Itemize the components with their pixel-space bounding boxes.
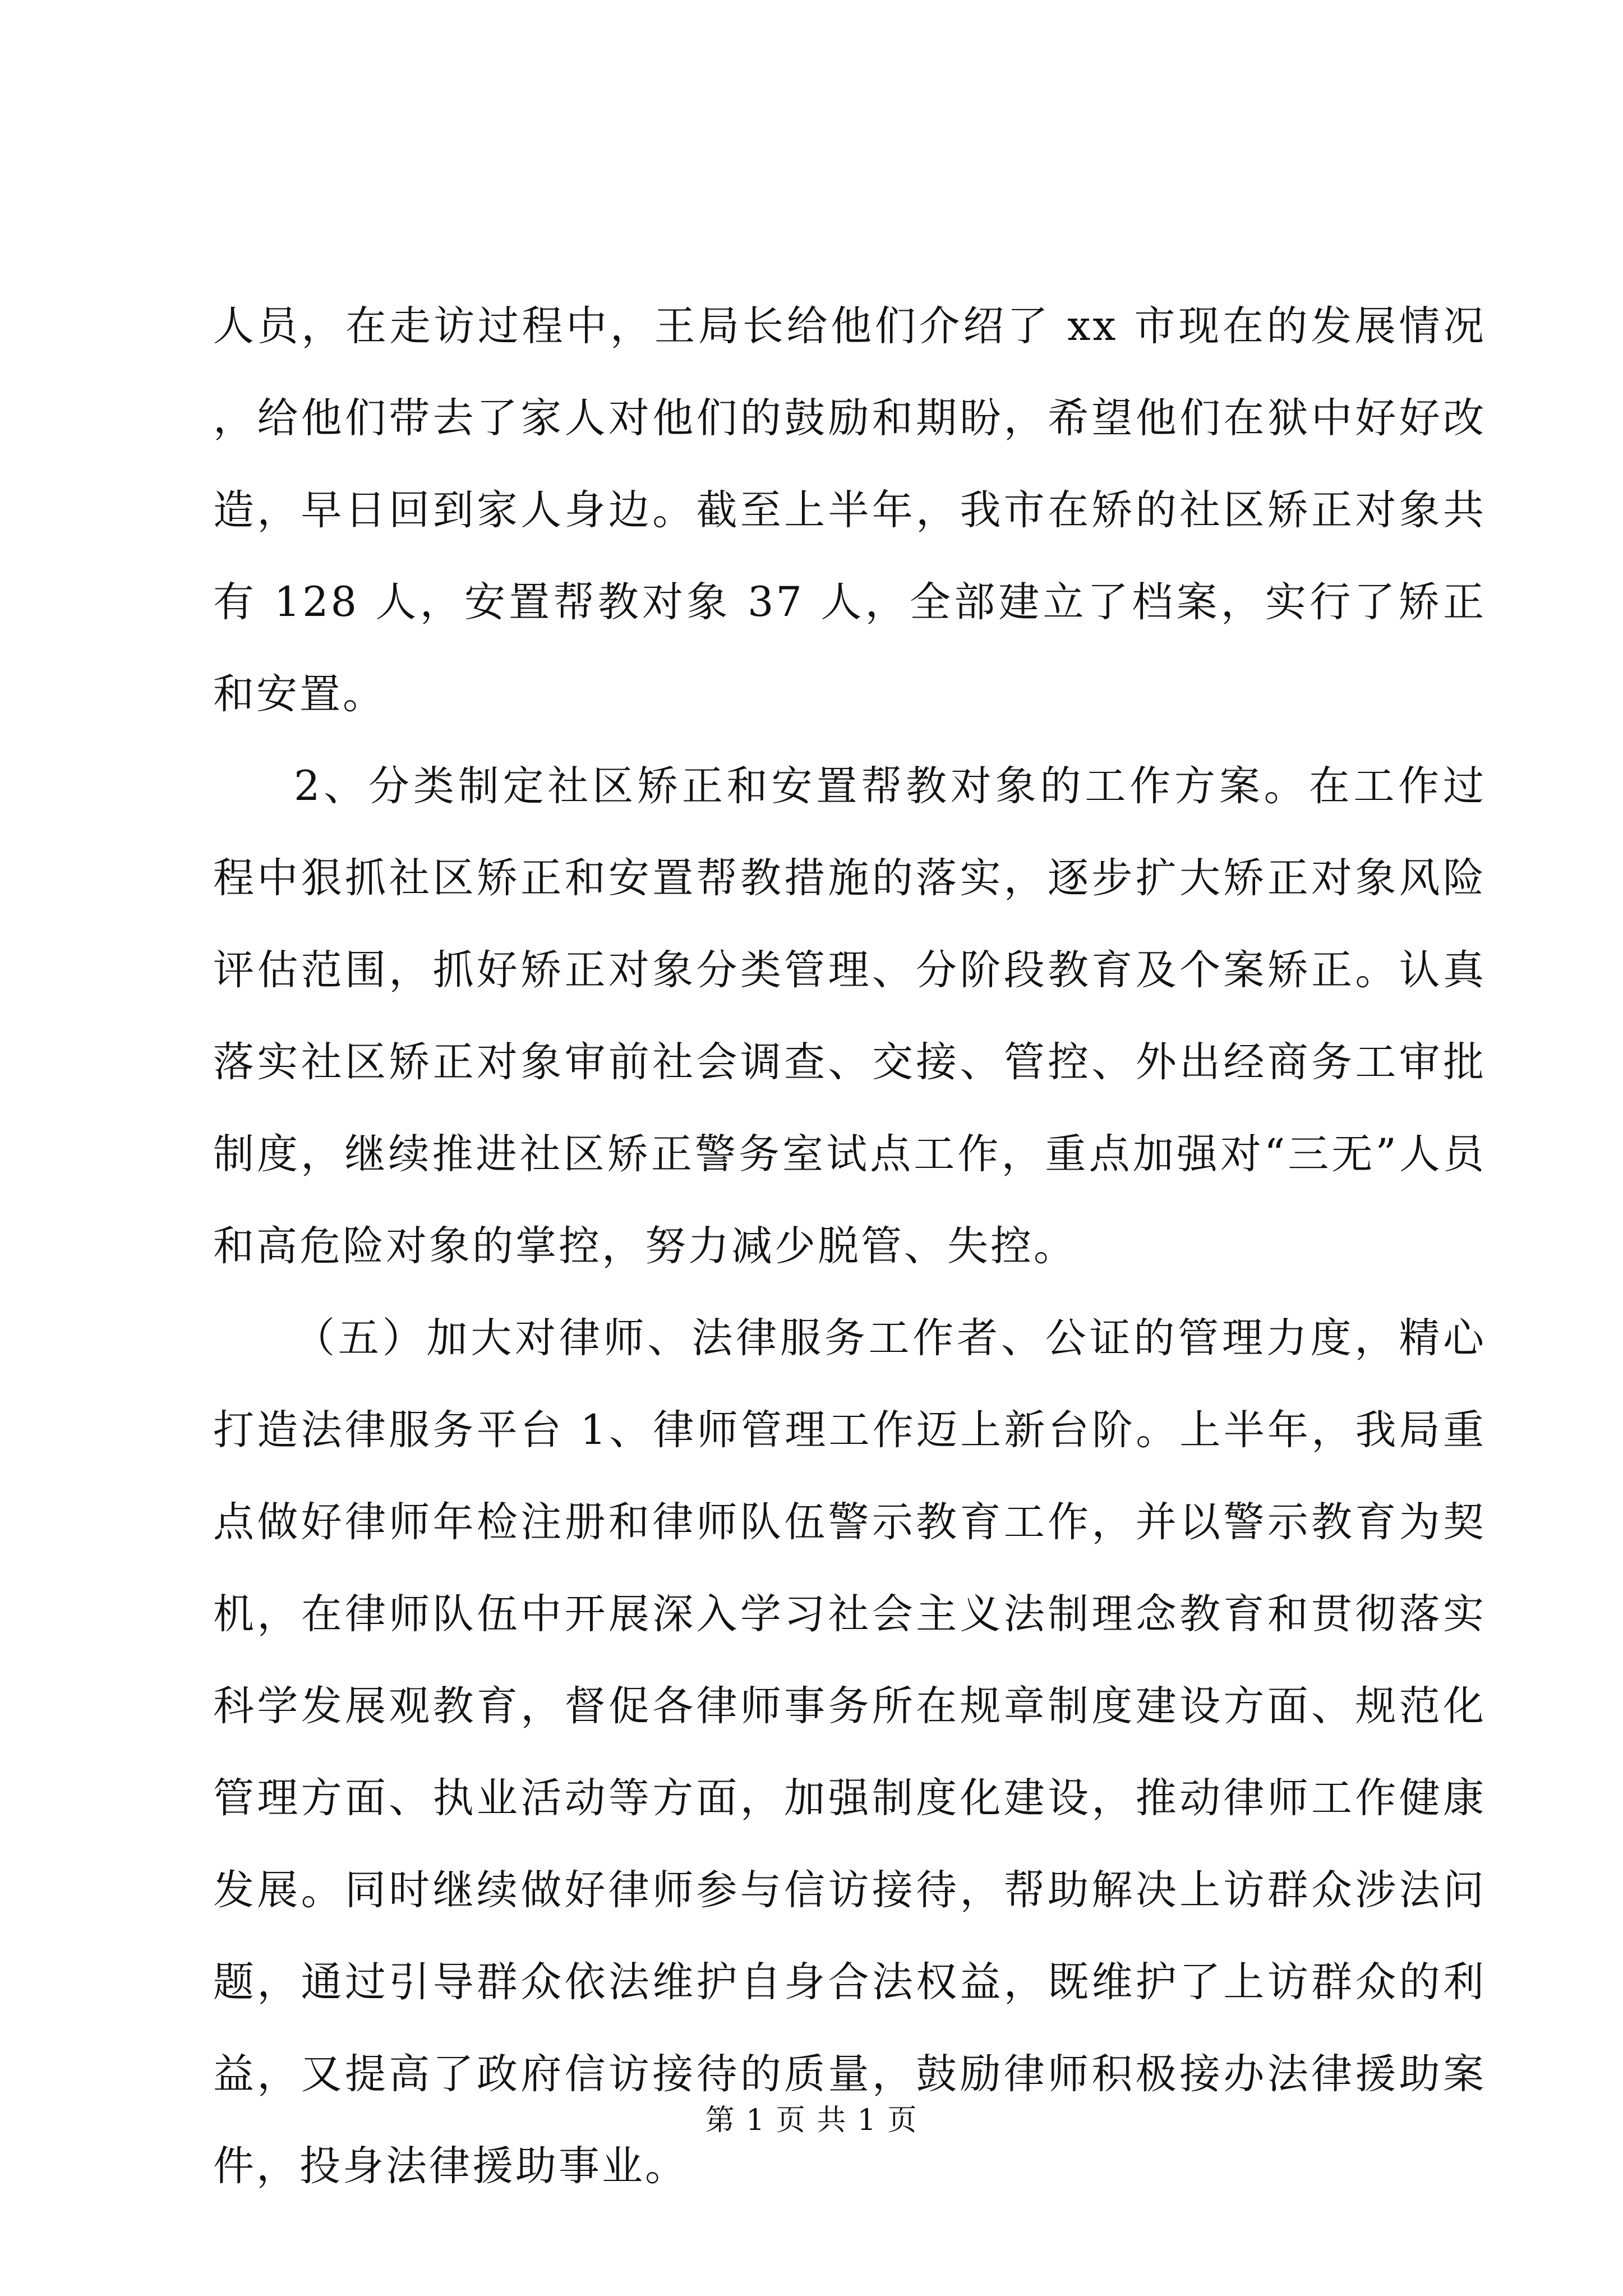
paragraph-item-2: 2、分类制定社区矫正和安置帮教对象的工作方案。在工作过程中狠抓社区矫正和安置帮教措施的落实，逐步扩大矫正对象风险评估范围，抓好矫正对象分类管理、分阶段教育及个案矫正。认真落实社区矫正对象审前社会调查、交接、管控、外出经商务工审批制度，继续推进社区矫正警务室试点工作，重点加强对“三无”人员和高危险对象的掌控，努力减少脱管、失控。 — [213, 762, 1486, 1270]
document-body — [213, 280, 1486, 2212]
paragraph-continued: 人员，在走访过程中，王局长给他们介绍了 xx 市现在的发展情况，给他们带去了家人对他们的鼓励和期盼，希望他们在狱中好好改造，早日回到家人身边。截至上半年，我市在矫的社区矫正对象共有 128 人，安置帮教对象 37 人，全部建立了档案，实行了矫正和安置。 — [213, 302, 1486, 718]
page-number-footer: 第 1 页 共 1 页 — [705, 2104, 918, 2137]
paragraph-section-5: （五）加大对律师、法律服务工作者、公证的管理力度，精心打造法律服务平台 1、律师管理工作迈上新台阶。上半年，我局重点做好律师年检注册和律师队伍警示教育工作，并以警示教育为契机，在律师队伍中开展深入学习社会主义法制理念教育和贯彻落实科学发展观教育，督促各律师事务所在规章制度建设方面、规范化管理方面、执业活动等方面，加强制度化建设，推动律师工作健康发展。同时继续做好律师参与信访接待，帮助解决上访群众涉法问题，通过引导群众依法维护自身合法权益，既维护了上访群众的利益，又提高了政府信访接待的质量，鼓励律师积极接办法律援助案件，投身法律援助事业。 — [213, 1314, 1486, 2190]
